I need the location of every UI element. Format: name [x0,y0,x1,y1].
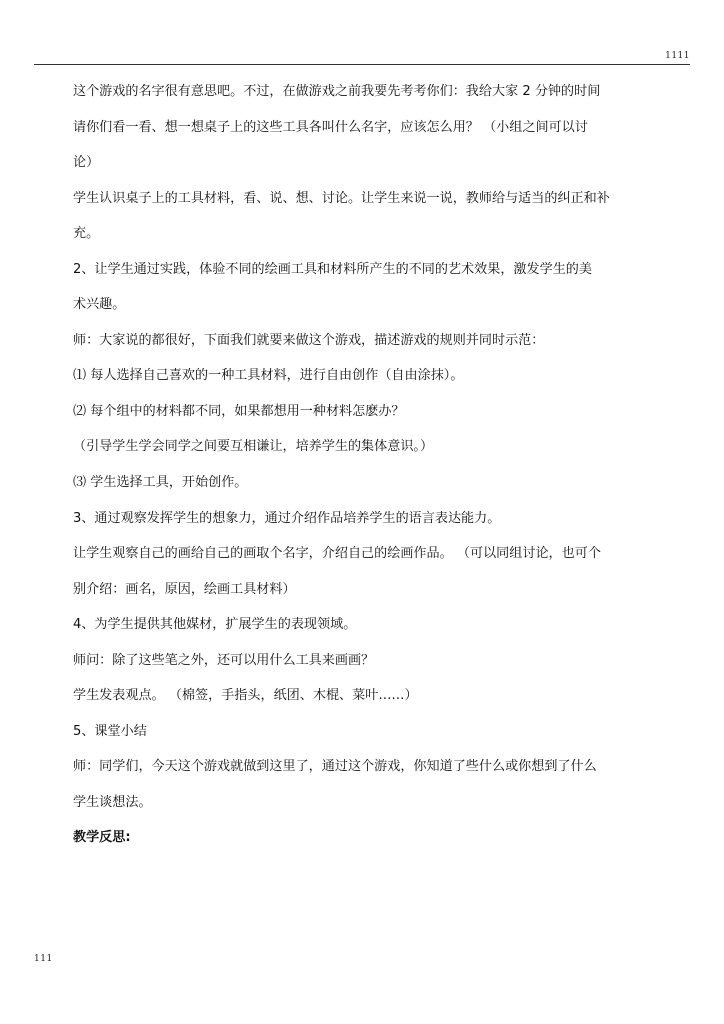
rule-item-2: ⑵ 每个组中的材料都不同，如果都想用一种材料怎麽办？ [73,403,405,419]
text-line: 这个游戏的名字很有意思吧。不过，在做游戏之前我要先考考你们：我给大家 2 分钟的时间 [73,84,601,99]
text-line: 别介绍：画名，原因，绘画工具材料） [73,581,296,597]
text-line: 充。 [73,226,100,242]
text-line: 请你们看一看、想一想桌子上的这些工具各叫什么名字，应该怎么用？ （小组之间可以讨 [73,119,588,135]
reflection-heading: 教学反思: [73,830,131,846]
text-line: 师：同学们，今天这个游戏就做到这里了，通过这个游戏，你知道了些什么或你想到了什么 [73,759,597,775]
header-rule [34,64,690,65]
section-heading-4: 4、为学生提供其他媒材，扩展学生的表现领域。 [73,617,357,633]
section-heading-5: 5、课堂小结 [73,723,147,739]
text-line: 师问：除了这些笔之外，还可以用什么工具来画画？ [73,652,375,668]
section-heading-3: 3、通过观察发挥学生的想象力，通过介绍作品培养学生的语言表达能力。 [73,510,501,526]
text-line: 术兴趣。 [73,297,126,313]
text-line: 论） [73,155,100,171]
text-line: 学生谈想法。 [73,794,152,810]
text-line: 学生认识桌子上的工具材料，看、说、想、讨论。让学生来说一说，教师给与适当的纠正和补 [73,190,610,206]
footer-page-number: 111 [34,954,53,964]
text-line: 学生发表观点。 （棉签，手指头，纸团、木棍、菜叶……） [73,688,418,704]
section-heading-2: 2、让学生通过实践，体验不同的绘画工具和材料所产生的不同的艺术效果，激发学生的美 [73,261,592,277]
text-line: 师：大家说的都很好，下面我们就要来做这个游戏，描述游戏的规则并同时示范： [73,332,545,348]
header-page-number: 1111 [665,51,690,61]
rule-item-1: ⑴ 每人选择自己喜欢的一种工具材料，进行自由创作（自由涂抹）。 [73,368,464,384]
text-line: （引导学生学会同学之间要互相谦让，培养学生的集体意识。） [73,439,434,455]
rule-item-3: ⑶ 学生选择工具，开始创作。 [73,475,248,491]
document-body [73,80,663,862]
text-line: 让学生观察自己的画给自己的画取个名字，介绍自己的绘画作品。 （可以同组讨论，也可个 [73,546,601,562]
